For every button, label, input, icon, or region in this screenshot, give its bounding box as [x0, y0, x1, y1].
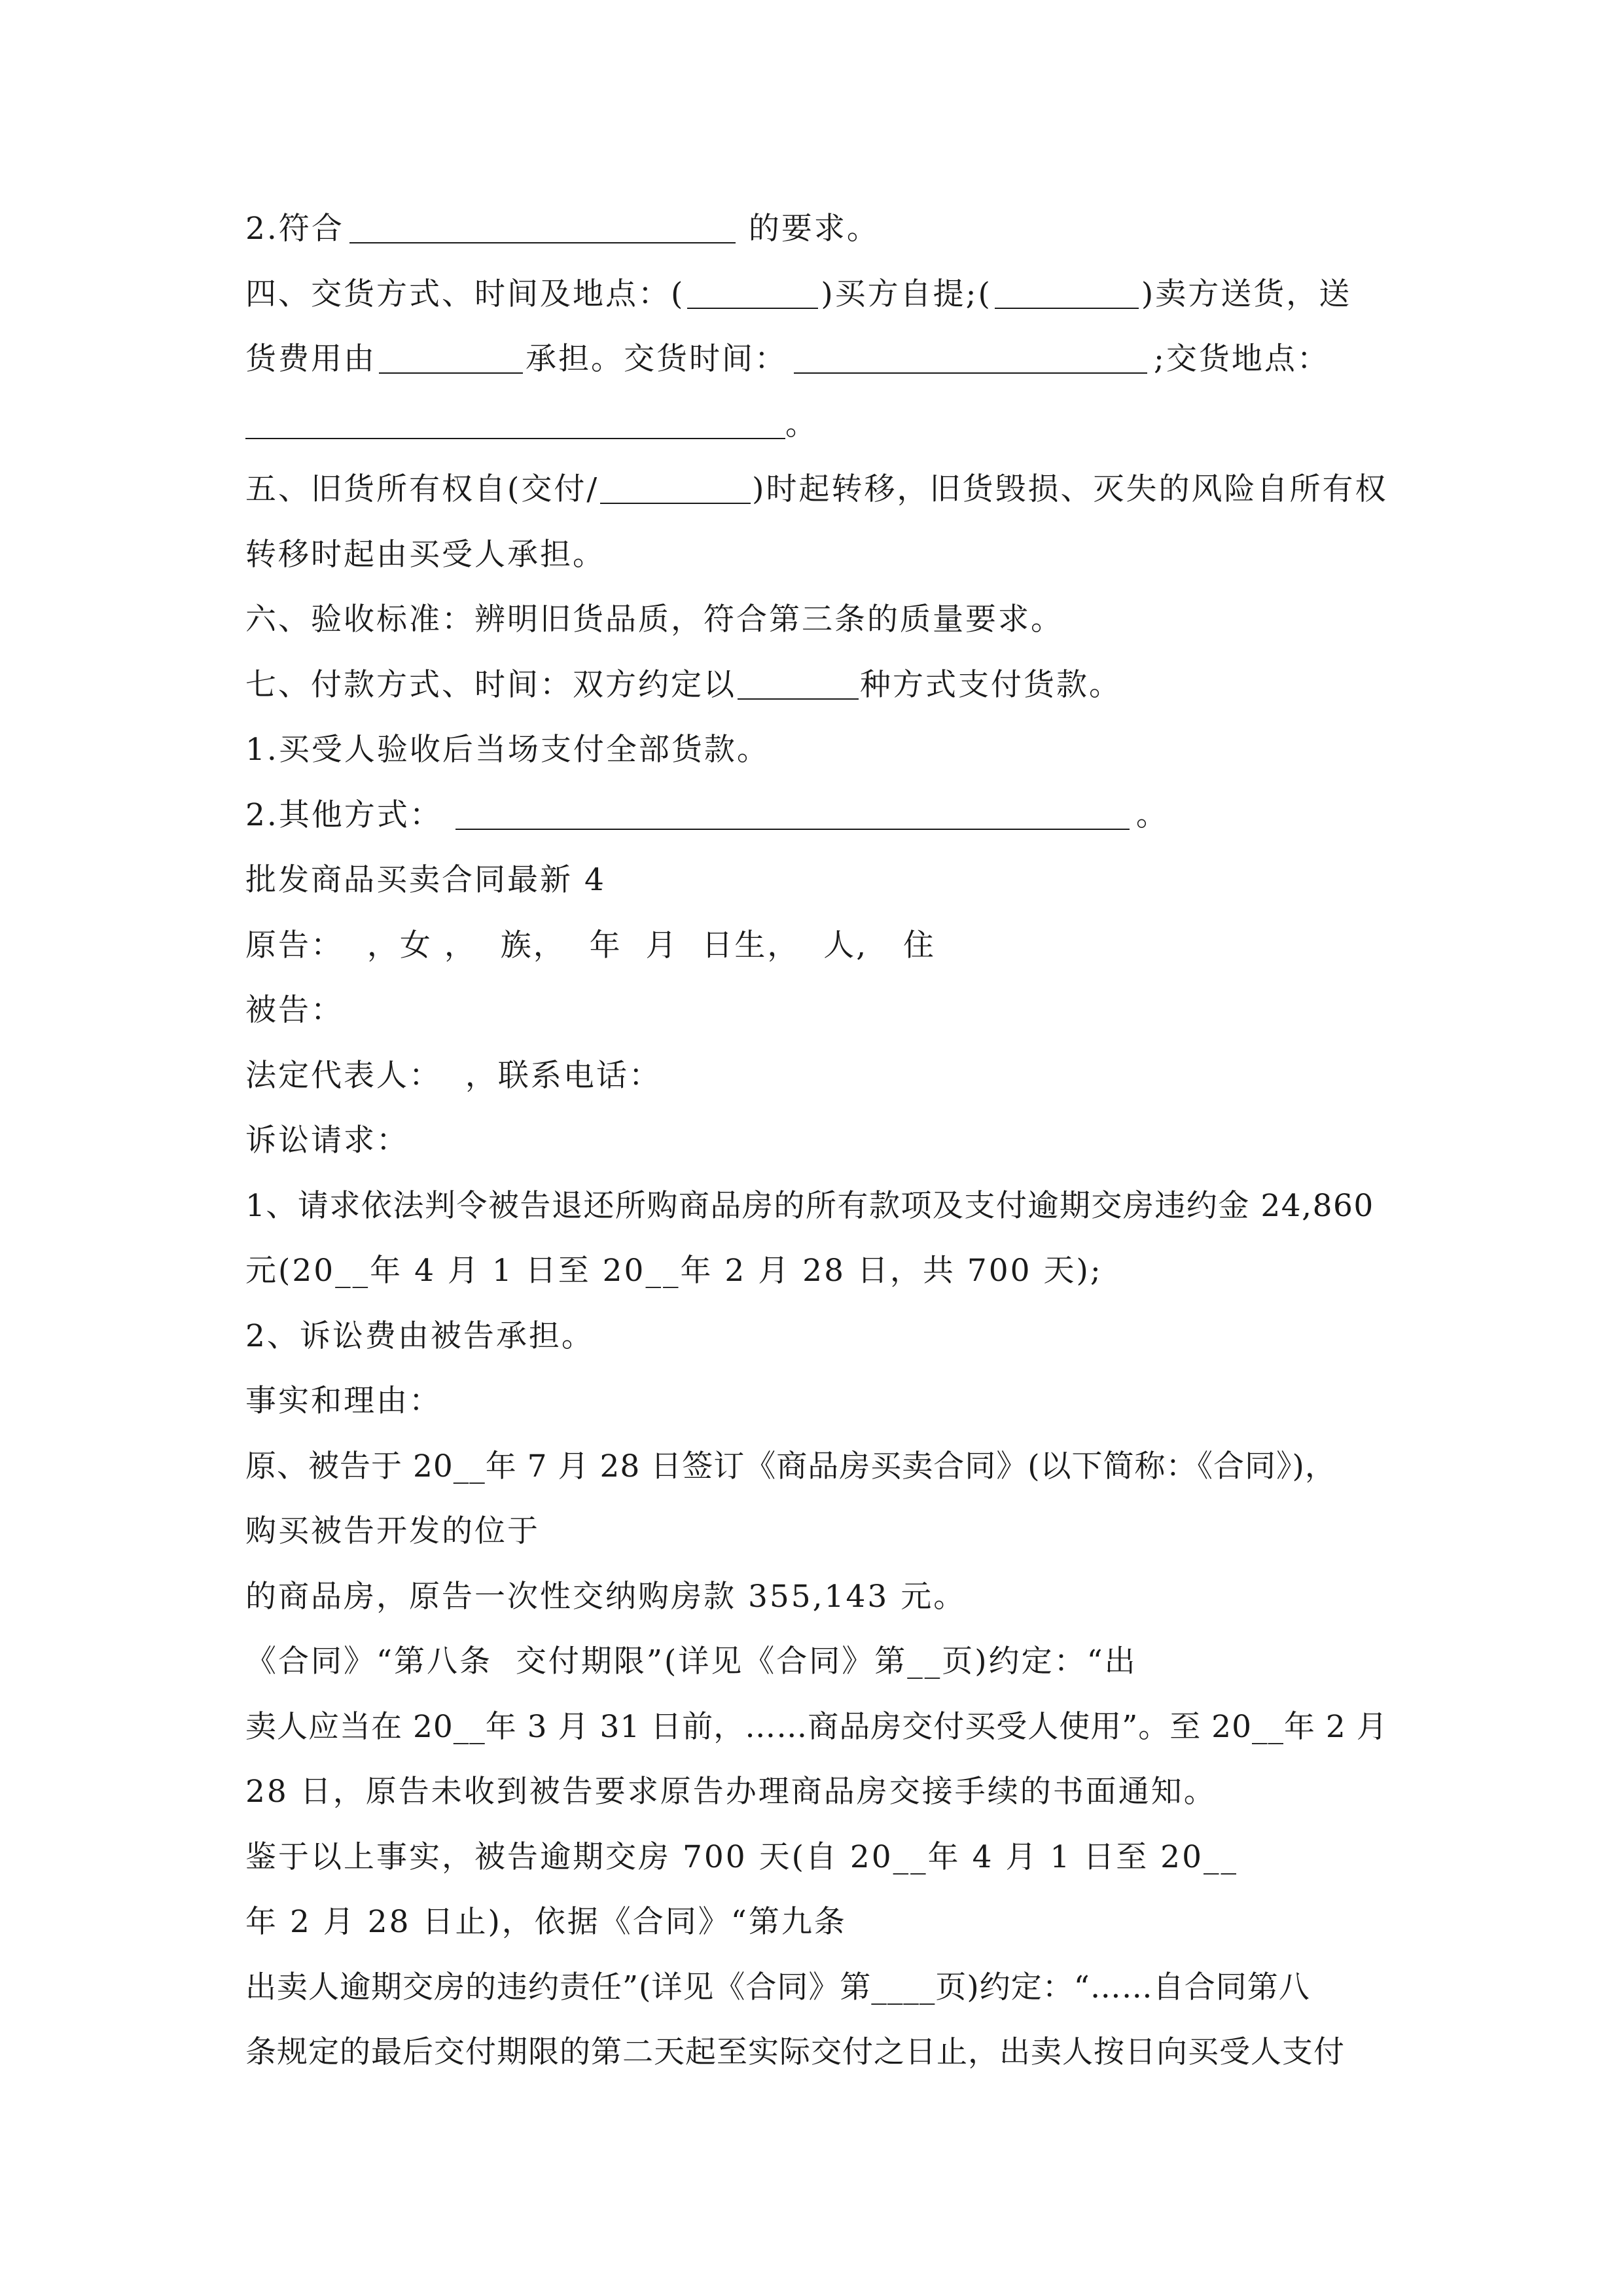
- text-segment: )买方自提;(: [821, 276, 992, 312]
- text-line: 条规定的最后交付期限的第二天起至实际交付之日止，出卖人按日向买受人支付: [245, 2034, 1345, 2070]
- text-line: 卖人应当在 20__年 3 月 31 日前，……商品房交付买受人使用”。至 20__年 2 月: [245, 1708, 1388, 1745]
- text-line: 鉴于以上事实，被告逾期交房 700 天(自 20__年 4 月 1 日至 20__: [245, 1839, 1238, 1875]
- text-line: 2、诉讼费由被告承担。: [245, 1318, 594, 1354]
- text-line: [245, 457, 1391, 522]
- text-segment: 五、旧货所有权自(交付/: [245, 471, 599, 507]
- text-line: [245, 783, 1391, 848]
- text-segment: )时起转移，旧货毁损、灭失的风险自所有权: [752, 471, 1388, 507]
- text-line: 年 2 月 28 日止)，依据《合同》“第九条: [245, 1904, 847, 1940]
- text-line: 28 日，原告未收到被告要求原告办理商品房交接手续的书面通知。: [245, 1774, 1217, 1810]
- text-line: 被告：: [245, 992, 344, 1028]
- text-line: 原告： ，女 ， 族， 年 月 日生， 人, 住: [245, 927, 936, 963]
- text-segment: 货费用由: [245, 341, 376, 377]
- text-segment: )卖方送货，送: [1141, 276, 1352, 312]
- section-heading: 批发商品买卖合同最新 4: [245, 862, 606, 898]
- blank-line: [379, 342, 523, 374]
- text-segment: 。: [785, 406, 818, 442]
- text-segment: 的要求。: [748, 211, 880, 247]
- text-segment: 七、付款方式、时间：双方约定以: [245, 666, 736, 703]
- blank-line: [349, 211, 736, 243]
- text-line: 购买被告开发的位于: [245, 1513, 540, 1549]
- blank-line: [794, 342, 1147, 374]
- blank-line: [738, 668, 859, 700]
- text-line: 事实和理由：: [245, 1383, 442, 1419]
- blank-line: [687, 277, 818, 309]
- blank-line: [600, 472, 751, 504]
- text-segment: 2.其他方式：: [245, 797, 442, 833]
- text-line: [245, 196, 1391, 262]
- text-line: 元(20__年 4 月 1 日至 20__年 2 月 28 日，共 700 天);: [245, 1253, 1103, 1289]
- text-line: 的商品房，原告一次性交纳购房款 355,143 元。: [245, 1578, 967, 1615]
- text-segment: 2.符合: [245, 211, 344, 247]
- blank-line: [995, 277, 1139, 309]
- text-line: [245, 262, 1391, 327]
- text-line: [245, 392, 1391, 457]
- text-segment: ;交货地点：: [1154, 341, 1330, 377]
- text-line: 法定代表人： ，联系电话：: [245, 1057, 662, 1094]
- text-line: 出卖人逾期交房的违约责任”(详见《合同》第____页)约定：“……自合同第八: [245, 1969, 1310, 2005]
- text-line: 《合同》“第八条 交付期限”(详见《合同》第__页)约定：“出: [245, 1643, 1137, 1679]
- text-line: [245, 327, 1391, 392]
- text-line: 1、请求依法判令被告退还所购商品房的所有款项及支付逾期交房违约金 24,860: [245, 1187, 1374, 1224]
- text-line: 六、验收标准：辨明旧货品质，符合第三条的质量要求。: [245, 601, 1063, 637]
- text-line: 诉讼请求：: [245, 1122, 409, 1158]
- text-line: [245, 653, 1391, 718]
- text-segment: 四、交货方式、时间及地点：(: [245, 276, 685, 312]
- document-body: [245, 196, 1391, 2085]
- text-segment: 种方式支付货款。: [860, 666, 1122, 703]
- blank-line: [245, 407, 785, 439]
- text-line: 转移时起由买受人承担。: [245, 536, 605, 573]
- text-line: 原、被告于 20__年 7 月 28 日签订《商品房买卖合同》(以下简称：《合同》)，: [245, 1448, 1336, 1484]
- text-segment: 。: [1135, 797, 1169, 833]
- blank-line: [455, 798, 1130, 830]
- text-line: 1.买受人验收后当场支付全部货款。: [245, 732, 770, 768]
- text-segment: 承担。交货时间：: [526, 341, 787, 377]
